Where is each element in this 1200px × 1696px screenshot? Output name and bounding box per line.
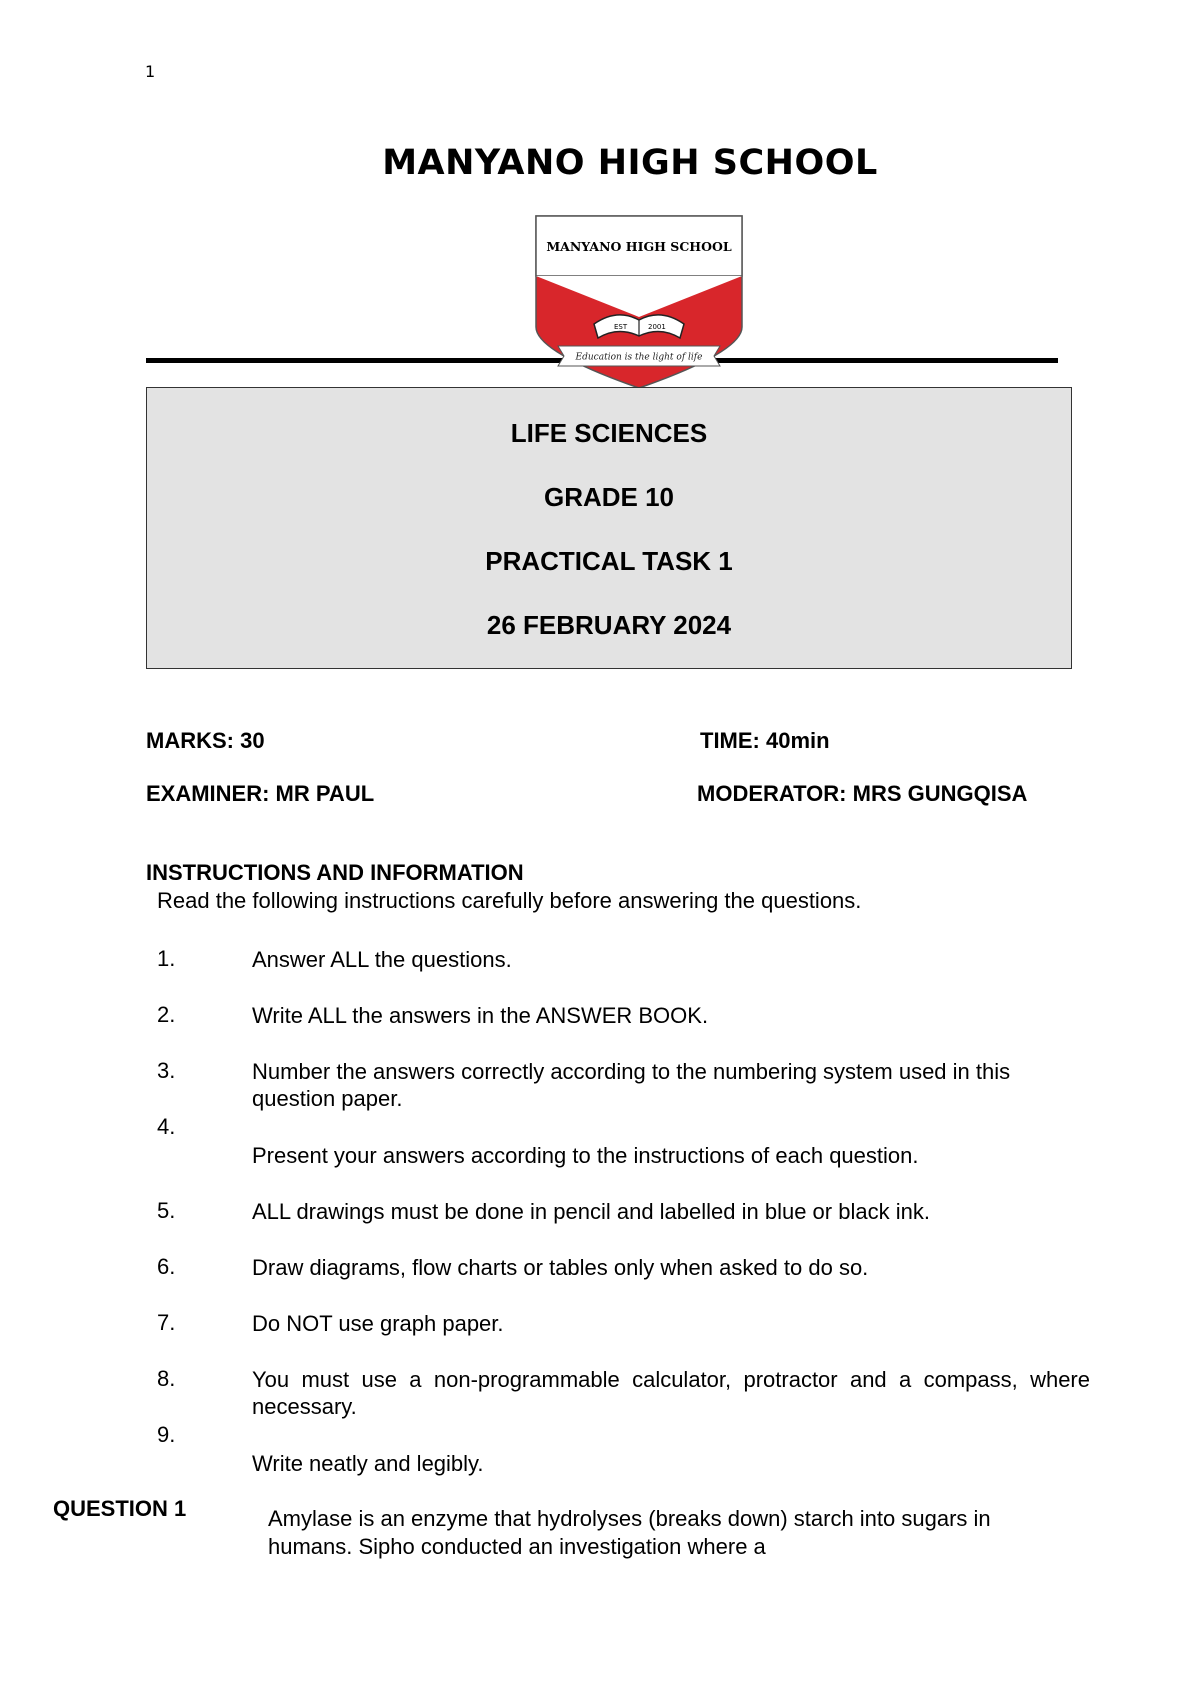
school-crest-logo: [532, 212, 746, 390]
instruction-number: 9.: [157, 1422, 176, 1447]
crest-banner-text: MANYANO HIGH SCHOOL: [546, 239, 732, 254]
instruction-text: Answer ALL the questions.: [252, 947, 512, 972]
instruction-number: 4.: [157, 1114, 176, 1139]
page-number: 1: [145, 62, 156, 81]
instruction-number: 8.: [157, 1366, 176, 1391]
marks-label: MARKS: 30: [146, 728, 265, 753]
instruction-text: Do NOT use graph paper.: [252, 1311, 504, 1336]
instruction-text: Present your answers according to the instructions of each question.: [252, 1143, 919, 1168]
date-title: 26 FEBRUARY 2024: [486, 610, 732, 640]
instruction-text: ALL drawings must be done in pencil and labelled in blue or black ink.: [252, 1199, 930, 1224]
task-title: PRACTICAL TASK 1: [485, 546, 733, 576]
grade-title: GRADE 10: [543, 482, 675, 512]
instruction-number: 5.: [157, 1198, 176, 1223]
crest-est-year: 2001: [648, 323, 666, 331]
moderator-label: MODERATOR: MRS GUNGQISA: [697, 781, 1028, 806]
instruction-text: Draw diagrams, flow charts or tables only when asked to do so.: [252, 1255, 869, 1280]
instruction-number: 7.: [157, 1310, 176, 1335]
instruction-number: 3.: [157, 1058, 176, 1083]
instructions-heading: INSTRUCTIONS AND INFORMATION: [146, 860, 524, 885]
examiner-label: EXAMINER: MR PAUL: [146, 781, 375, 806]
title-box: [146, 387, 1072, 669]
subject-title: LIFE SCIENCES: [510, 418, 708, 448]
crest-est-label: EST: [614, 323, 628, 331]
time-label: TIME: 40min: [700, 728, 830, 753]
instruction-text: Number the answers correctly according to the numbering system used in this question paper.: [252, 1059, 1011, 1111]
question-label: QUESTION 1: [53, 1496, 187, 1521]
instructions-intro: Read the following instructions carefully before answering the questions.: [157, 888, 862, 913]
instruction-number: 2.: [157, 1002, 176, 1027]
instruction-number: 6.: [157, 1254, 176, 1279]
instruction-text: You must use a non-programmable calculator, protractor and a compass, where necessary.: [252, 1367, 1090, 1419]
school-title: MANYANO HIGH SCHOOL: [382, 143, 878, 183]
crest-motto: Education is the light of life: [575, 352, 703, 363]
question-text: Amylase is an enzyme that hydrolyses (breaks down) starch into sugars in humans. Sipho conducted an investigation where a: [268, 1506, 991, 1559]
instruction-text: Write neatly and legibly.: [252, 1451, 484, 1476]
instruction-text: Write ALL the answers in the ANSWER BOOK.: [252, 1003, 709, 1028]
instruction-number: 1.: [157, 946, 176, 971]
